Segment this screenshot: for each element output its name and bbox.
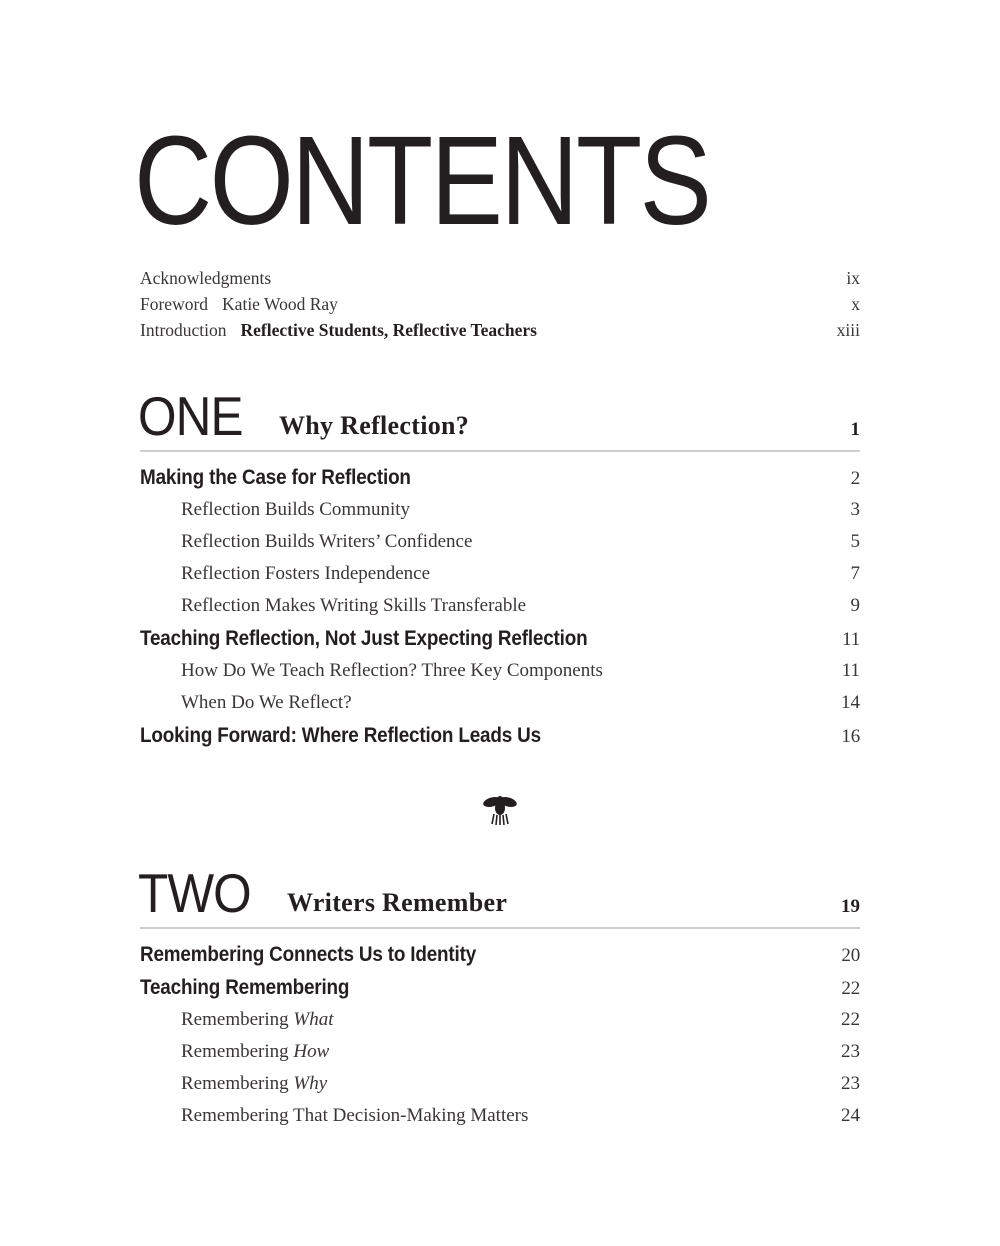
entry-page-number: 3 bbox=[850, 499, 860, 520]
entry-title-italic: What bbox=[293, 1009, 334, 1030]
entry-page-number: 22 bbox=[841, 978, 860, 999]
entry-title bbox=[181, 1041, 329, 1063]
toc-subsection-entry bbox=[140, 692, 860, 724]
toc-subsection-entry bbox=[140, 563, 860, 595]
front-matter-row bbox=[140, 268, 860, 294]
introduction-subtitle: Reflective Students, Reflective Teachers bbox=[240, 320, 537, 340]
chapter-heading bbox=[138, 385, 860, 452]
toc-subsection-entry bbox=[140, 595, 860, 627]
chapter-entries bbox=[140, 943, 860, 1137]
entry-title-text: Reflection Makes Writing Skills Transferable bbox=[181, 595, 527, 616]
front-matter-page: xiii bbox=[836, 320, 860, 340]
entry-title bbox=[140, 466, 411, 490]
entry-title-text: Teaching Reflection, Not Just Expecting Reflection bbox=[140, 627, 588, 650]
front-matter-label-wrap bbox=[140, 268, 271, 289]
entry-title bbox=[181, 531, 472, 553]
foreword-author: Katie Wood Ray bbox=[222, 294, 338, 314]
entry-page-number: 7 bbox=[850, 563, 860, 584]
chapter-one bbox=[138, 385, 860, 757]
toc-subsection-entry bbox=[140, 1073, 860, 1105]
entry-title-text: Remembering bbox=[181, 1009, 294, 1030]
front-matter-label: Acknowledgments bbox=[140, 268, 272, 288]
entry-title-text: When Do We Reflect? bbox=[181, 692, 352, 713]
entry-title-text: Teaching Remembering bbox=[140, 976, 350, 999]
toc-subsection-entry bbox=[140, 1041, 860, 1073]
entry-title-text: How Do We Teach Reflection? Three Key Components bbox=[181, 660, 603, 681]
entry-title-text: Reflection Fosters Independence bbox=[181, 563, 431, 584]
entry-title bbox=[181, 660, 603, 682]
front-matter-label: Introduction bbox=[140, 320, 227, 340]
entry-page-number: 11 bbox=[841, 660, 860, 681]
chapter-two bbox=[138, 862, 860, 1137]
entry-title bbox=[181, 692, 352, 714]
entry-title-text: Reflection Builds Community bbox=[181, 499, 411, 520]
toc-section-entry bbox=[140, 466, 860, 499]
entry-page-number: 9 bbox=[850, 595, 860, 616]
entry-title-text: Looking Forward: Where Reflection Leads Us bbox=[140, 724, 541, 747]
chapter-number: ONE bbox=[138, 385, 243, 447]
entry-page-number: 16 bbox=[841, 726, 860, 747]
entry-title-text: Remembering That Decision-Making Matters bbox=[181, 1105, 529, 1126]
entry-page-number: 23 bbox=[841, 1041, 860, 1062]
entry-title bbox=[140, 724, 541, 748]
firefly-icon bbox=[482, 790, 518, 826]
chapter-heading bbox=[138, 862, 860, 929]
entry-title-text: Reflection Builds Writers’ Confidence bbox=[181, 531, 473, 552]
toc-subsection-entry bbox=[140, 531, 860, 563]
entry-title bbox=[181, 595, 526, 617]
front-matter-list bbox=[140, 268, 860, 346]
chapter-entries bbox=[140, 466, 860, 757]
chapter-title: Writers Remember bbox=[287, 888, 508, 917]
entry-title-italic: How bbox=[293, 1041, 330, 1062]
entry-title bbox=[181, 499, 410, 521]
entry-page-number: 14 bbox=[841, 692, 860, 713]
front-matter-page: ix bbox=[846, 268, 860, 288]
toc-subsection-entry bbox=[140, 660, 860, 692]
toc-section-entry bbox=[140, 976, 860, 1009]
toc-section-entry bbox=[140, 724, 860, 757]
chapter-title: Why Reflection? bbox=[279, 411, 470, 440]
toc-subsection-entry bbox=[140, 1105, 860, 1137]
entry-title-text: Remembering Connects Us to Identity bbox=[140, 943, 477, 966]
entry-page-number: 2 bbox=[850, 468, 860, 489]
entry-title-text: Remembering bbox=[181, 1041, 294, 1062]
entry-page-number: 22 bbox=[841, 1009, 860, 1030]
front-matter-label-wrap bbox=[140, 320, 537, 341]
chapter-number: TWO bbox=[138, 862, 251, 924]
entry-title bbox=[140, 627, 587, 651]
front-matter-page: x bbox=[851, 294, 860, 314]
front-matter-label-wrap bbox=[140, 294, 338, 315]
front-matter-row bbox=[140, 294, 860, 320]
toc-section-entry bbox=[140, 627, 860, 660]
entry-title-italic: Why bbox=[293, 1073, 328, 1094]
entry-title bbox=[140, 976, 349, 1000]
entry-page-number: 5 bbox=[850, 531, 860, 552]
front-matter-label: Foreword bbox=[140, 294, 209, 314]
entry-title bbox=[140, 943, 476, 967]
entry-page-number: 20 bbox=[841, 945, 860, 966]
entry-title-text: Remembering bbox=[181, 1073, 294, 1094]
page-title: CONTENTS bbox=[134, 110, 710, 251]
entry-title-text: Making the Case for Reflection bbox=[140, 466, 411, 489]
toc-section-entry bbox=[140, 943, 860, 976]
entry-page-number: 24 bbox=[841, 1105, 860, 1126]
toc-subsection-entry bbox=[140, 499, 860, 531]
entry-title bbox=[181, 563, 430, 585]
entry-page-number: 23 bbox=[841, 1073, 860, 1094]
front-matter-row bbox=[140, 320, 860, 346]
entry-page-number: 11 bbox=[842, 629, 860, 650]
chapter-page-number: 1 bbox=[850, 419, 860, 440]
toc-subsection-entry bbox=[140, 1009, 860, 1041]
entry-title bbox=[181, 1105, 528, 1127]
chapter-page-number: 19 bbox=[841, 896, 860, 917]
entry-title bbox=[181, 1073, 327, 1095]
entry-title bbox=[181, 1009, 334, 1031]
